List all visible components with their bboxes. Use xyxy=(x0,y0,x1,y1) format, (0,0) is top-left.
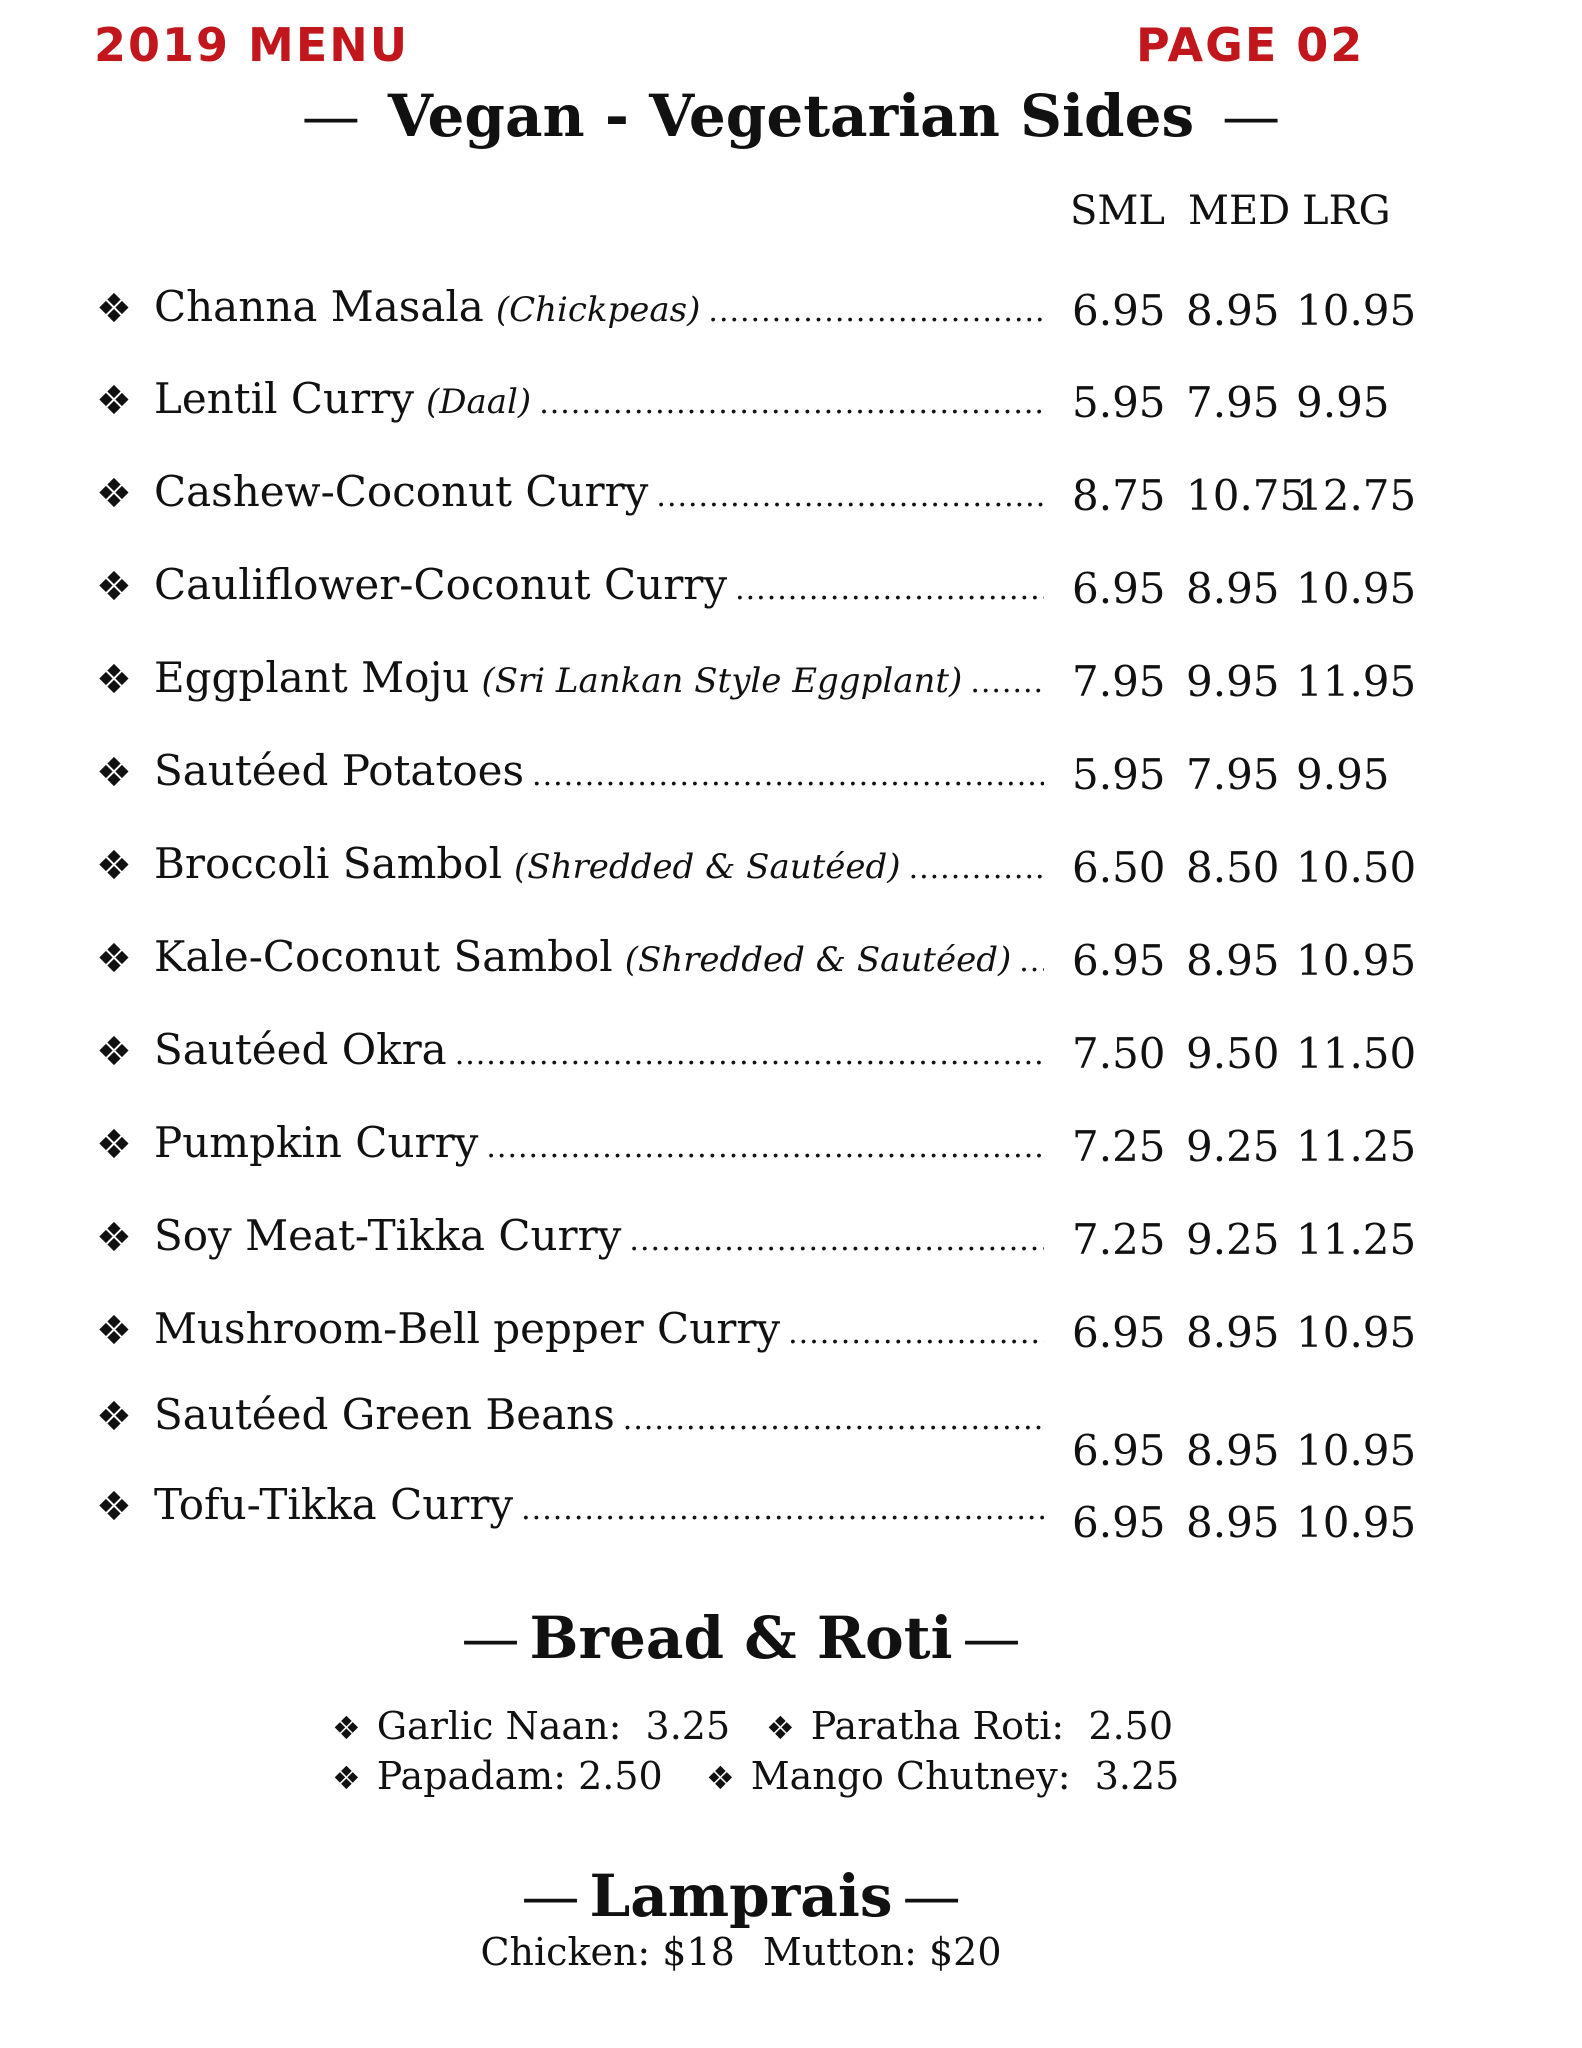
price-lrg: 9.95 xyxy=(1296,378,1390,427)
section-title-lamprais xyxy=(0,1862,1532,1930)
price-lrg: 11.95 xyxy=(1296,657,1417,706)
bullet-icon: ❖ xyxy=(96,657,132,703)
menu-item-name: Soy Meat-Tikka Curry xyxy=(154,1211,622,1260)
dot-leader xyxy=(735,572,1044,607)
price-med: 8.95 xyxy=(1186,1498,1280,1547)
bullet-icon: ❖ xyxy=(766,1709,795,1747)
price-lrg: 10.95 xyxy=(1296,1498,1417,1547)
price-sml: 7.50 xyxy=(1072,1029,1166,1078)
menu-item-name: Pumpkin Curry xyxy=(154,1118,479,1167)
menu-item-name: Tofu-Tikka Curry xyxy=(154,1480,514,1529)
bullet-icon: ❖ xyxy=(706,1759,735,1797)
bread-item-price: 3.25 xyxy=(1094,1754,1180,1798)
bread-item-name: Garlic Naan: xyxy=(376,1704,622,1748)
price-lrg: 10.95 xyxy=(1296,286,1417,335)
lamprais-mutton-price: Mutton: $20 xyxy=(762,1930,1002,1974)
price-sml: 6.95 xyxy=(1072,1308,1166,1357)
menu-item-row xyxy=(0,653,1582,713)
price-sml: 6.95 xyxy=(1072,286,1166,335)
dot-leader xyxy=(539,386,1044,421)
menu-item-row xyxy=(0,839,1582,899)
column-header-sml: SML xyxy=(1070,188,1165,234)
menu-item-note: (Chickpeas) xyxy=(495,290,701,330)
bread-item-price: 2.50 xyxy=(1088,1704,1173,1748)
price-med: 9.25 xyxy=(1186,1122,1280,1171)
dot-leader xyxy=(455,1037,1044,1072)
title-dash: — xyxy=(521,1862,580,1930)
menu-item-line xyxy=(154,467,1044,516)
menu-item-line xyxy=(154,282,1044,331)
menu-item-line xyxy=(154,1118,1044,1167)
menu-item-name: Sautéed Green Beans xyxy=(154,1390,615,1439)
bullet-icon: ❖ xyxy=(96,1394,132,1440)
section-title-bread xyxy=(0,1604,1532,1672)
title-dash: — xyxy=(1222,82,1281,150)
bullet-icon: ❖ xyxy=(96,843,132,889)
price-sml: 8.75 xyxy=(1072,471,1166,520)
menu-item-line xyxy=(154,374,1044,423)
menu-item-note: (Daal) xyxy=(425,382,532,422)
price-sml: 7.25 xyxy=(1072,1122,1166,1171)
menu-year-label: 2019 MENU xyxy=(94,18,410,72)
price-med: 8.95 xyxy=(1186,564,1280,613)
dot-leader xyxy=(629,1223,1044,1258)
dot-leader xyxy=(708,294,1044,329)
menu-item-line xyxy=(154,932,1044,981)
title-dash: — xyxy=(301,82,360,150)
price-med: 7.95 xyxy=(1186,750,1280,799)
menu-item-row xyxy=(0,1025,1582,1085)
menu-item-row xyxy=(0,467,1582,527)
price-med: 8.95 xyxy=(1186,286,1280,335)
column-header-lrg: LRG xyxy=(1302,188,1391,234)
bullet-icon: ❖ xyxy=(96,1029,132,1075)
dot-leader xyxy=(788,1316,1044,1351)
price-med: 8.95 xyxy=(1186,936,1280,985)
section-title-vegan xyxy=(0,82,1582,150)
bullet-icon: ❖ xyxy=(96,286,132,332)
section-title-text: Vegan - Vegetarian Sides xyxy=(387,82,1195,150)
menu-item-name: Channa Masala xyxy=(154,282,484,331)
menu-item-note: (Shredded & Sautéed) xyxy=(624,940,1012,980)
dot-leader xyxy=(623,1402,1044,1437)
menu-item-line xyxy=(154,653,1044,702)
menu-item-row xyxy=(0,1480,1582,1547)
menu-item-name: Cauliflower-Coconut Curry xyxy=(154,560,728,609)
bullet-icon: ❖ xyxy=(96,1122,132,1168)
menu-item-note: (Shredded & Sautéed) xyxy=(514,847,901,887)
price-sml: 6.95 xyxy=(1072,1426,1166,1475)
price-lrg: 10.50 xyxy=(1296,843,1417,892)
price-lrg: 11.25 xyxy=(1296,1122,1417,1171)
title-dash: — xyxy=(902,1862,961,1930)
price-lrg: 12.75 xyxy=(1296,471,1417,520)
menu-item-line xyxy=(154,1390,1044,1439)
dot-leader xyxy=(1019,944,1044,979)
price-med: 8.95 xyxy=(1186,1308,1280,1357)
price-sml: 6.50 xyxy=(1072,843,1166,892)
menu-item-name: Lentil Curry xyxy=(154,374,414,423)
menu-item-line xyxy=(154,839,1044,888)
dot-leader xyxy=(909,851,1044,886)
price-lrg: 10.95 xyxy=(1296,936,1417,985)
bread-item-name: Paratha Roti: xyxy=(810,1704,1065,1748)
price-lrg: 10.95 xyxy=(1296,564,1417,613)
section-title-text: Bread & Roti xyxy=(529,1604,953,1672)
menu-item-row xyxy=(0,1118,1582,1178)
menu-item-name: Mushroom-Bell pepper Curry xyxy=(154,1304,781,1353)
price-med: 10.75 xyxy=(1186,471,1307,520)
menu-item-name: Sautéed Okra xyxy=(154,1025,447,1074)
price-sml: 7.95 xyxy=(1072,657,1166,706)
bullet-icon: ❖ xyxy=(96,750,132,796)
price-med: 7.95 xyxy=(1186,378,1280,427)
bread-item-papadam xyxy=(332,1754,663,1798)
dot-leader xyxy=(532,758,1044,793)
price-sml: 6.95 xyxy=(1072,564,1166,613)
bread-item-mango-chutney xyxy=(706,1754,1179,1798)
menu-item-note: (Sri Lankan Style Eggplant) xyxy=(481,661,963,701)
menu-item-name: Cashew-Coconut Curry xyxy=(154,467,649,516)
page-number-label: PAGE 02 xyxy=(1136,18,1365,72)
dot-leader xyxy=(486,1130,1044,1165)
price-sml: 6.95 xyxy=(1072,1498,1166,1547)
menu-item-name: Sautéed Potatoes xyxy=(154,746,525,795)
menu-item-name: Kale-Coconut Sambol xyxy=(154,932,613,981)
price-lrg: 9.95 xyxy=(1296,750,1390,799)
menu-item-line xyxy=(154,746,1044,795)
bullet-icon: ❖ xyxy=(332,1709,361,1747)
price-sml: 5.95 xyxy=(1072,750,1166,799)
bullet-icon: ❖ xyxy=(96,471,132,517)
price-med: 9.25 xyxy=(1186,1215,1280,1264)
section-title-text: Lamprais xyxy=(589,1862,893,1930)
price-lrg: 10.95 xyxy=(1296,1426,1417,1475)
menu-item-line xyxy=(154,1211,1044,1260)
menu-item-name: Broccoli Sambol xyxy=(154,839,503,888)
menu-item-line xyxy=(154,1480,1044,1529)
dot-leader xyxy=(656,479,1044,514)
price-lrg: 11.25 xyxy=(1296,1215,1417,1264)
menu-item-row xyxy=(0,374,1582,434)
bullet-icon: ❖ xyxy=(96,564,132,610)
bread-item-name: Papadam: xyxy=(376,1754,567,1798)
bread-item-garlic-naan xyxy=(332,1704,730,1748)
menu-item-row xyxy=(0,282,1582,342)
bullet-icon: ❖ xyxy=(96,1215,132,1261)
lamprais-chicken-price: Chicken: $18 xyxy=(480,1930,735,1974)
price-lrg: 11.50 xyxy=(1296,1029,1417,1078)
menu-item-row xyxy=(0,932,1582,992)
menu-item-row xyxy=(0,1390,1582,1475)
menu-item-line xyxy=(154,1025,1044,1074)
menu-item-name: Eggplant Moju xyxy=(154,653,470,702)
menu-item-row xyxy=(0,1304,1582,1364)
price-sml: 6.95 xyxy=(1072,936,1166,985)
bread-item-price: 2.50 xyxy=(578,1754,663,1798)
price-med: 8.50 xyxy=(1186,843,1280,892)
menu-item-row xyxy=(0,746,1582,806)
bread-item-price: 3.25 xyxy=(645,1704,731,1748)
price-sml: 7.25 xyxy=(1072,1215,1166,1264)
title-dash: — xyxy=(962,1604,1021,1672)
menu-item-line xyxy=(154,560,1044,609)
bullet-icon: ❖ xyxy=(332,1759,361,1797)
bullet-icon: ❖ xyxy=(96,1308,132,1354)
price-sml: 5.95 xyxy=(1072,378,1166,427)
price-med: 8.95 xyxy=(1186,1426,1280,1475)
menu-item-line xyxy=(154,1304,1044,1353)
title-dash: — xyxy=(461,1604,520,1672)
bullet-icon: ❖ xyxy=(96,936,132,982)
bullet-icon: ❖ xyxy=(96,378,132,424)
bread-item-paratha-roti xyxy=(766,1704,1173,1748)
menu-item-row xyxy=(0,560,1582,620)
price-med: 9.95 xyxy=(1186,657,1280,706)
dot-leader xyxy=(521,1492,1044,1527)
bullet-icon: ❖ xyxy=(96,1484,132,1530)
dot-leader xyxy=(970,665,1044,700)
price-lrg: 10.95 xyxy=(1296,1308,1417,1357)
column-header-med: MED xyxy=(1188,188,1291,234)
menu-item-row xyxy=(0,1211,1582,1271)
bread-item-name: Mango Chutney: xyxy=(750,1754,1071,1798)
price-med: 9.50 xyxy=(1186,1029,1280,1078)
lamprais-prices xyxy=(0,1930,1532,1974)
